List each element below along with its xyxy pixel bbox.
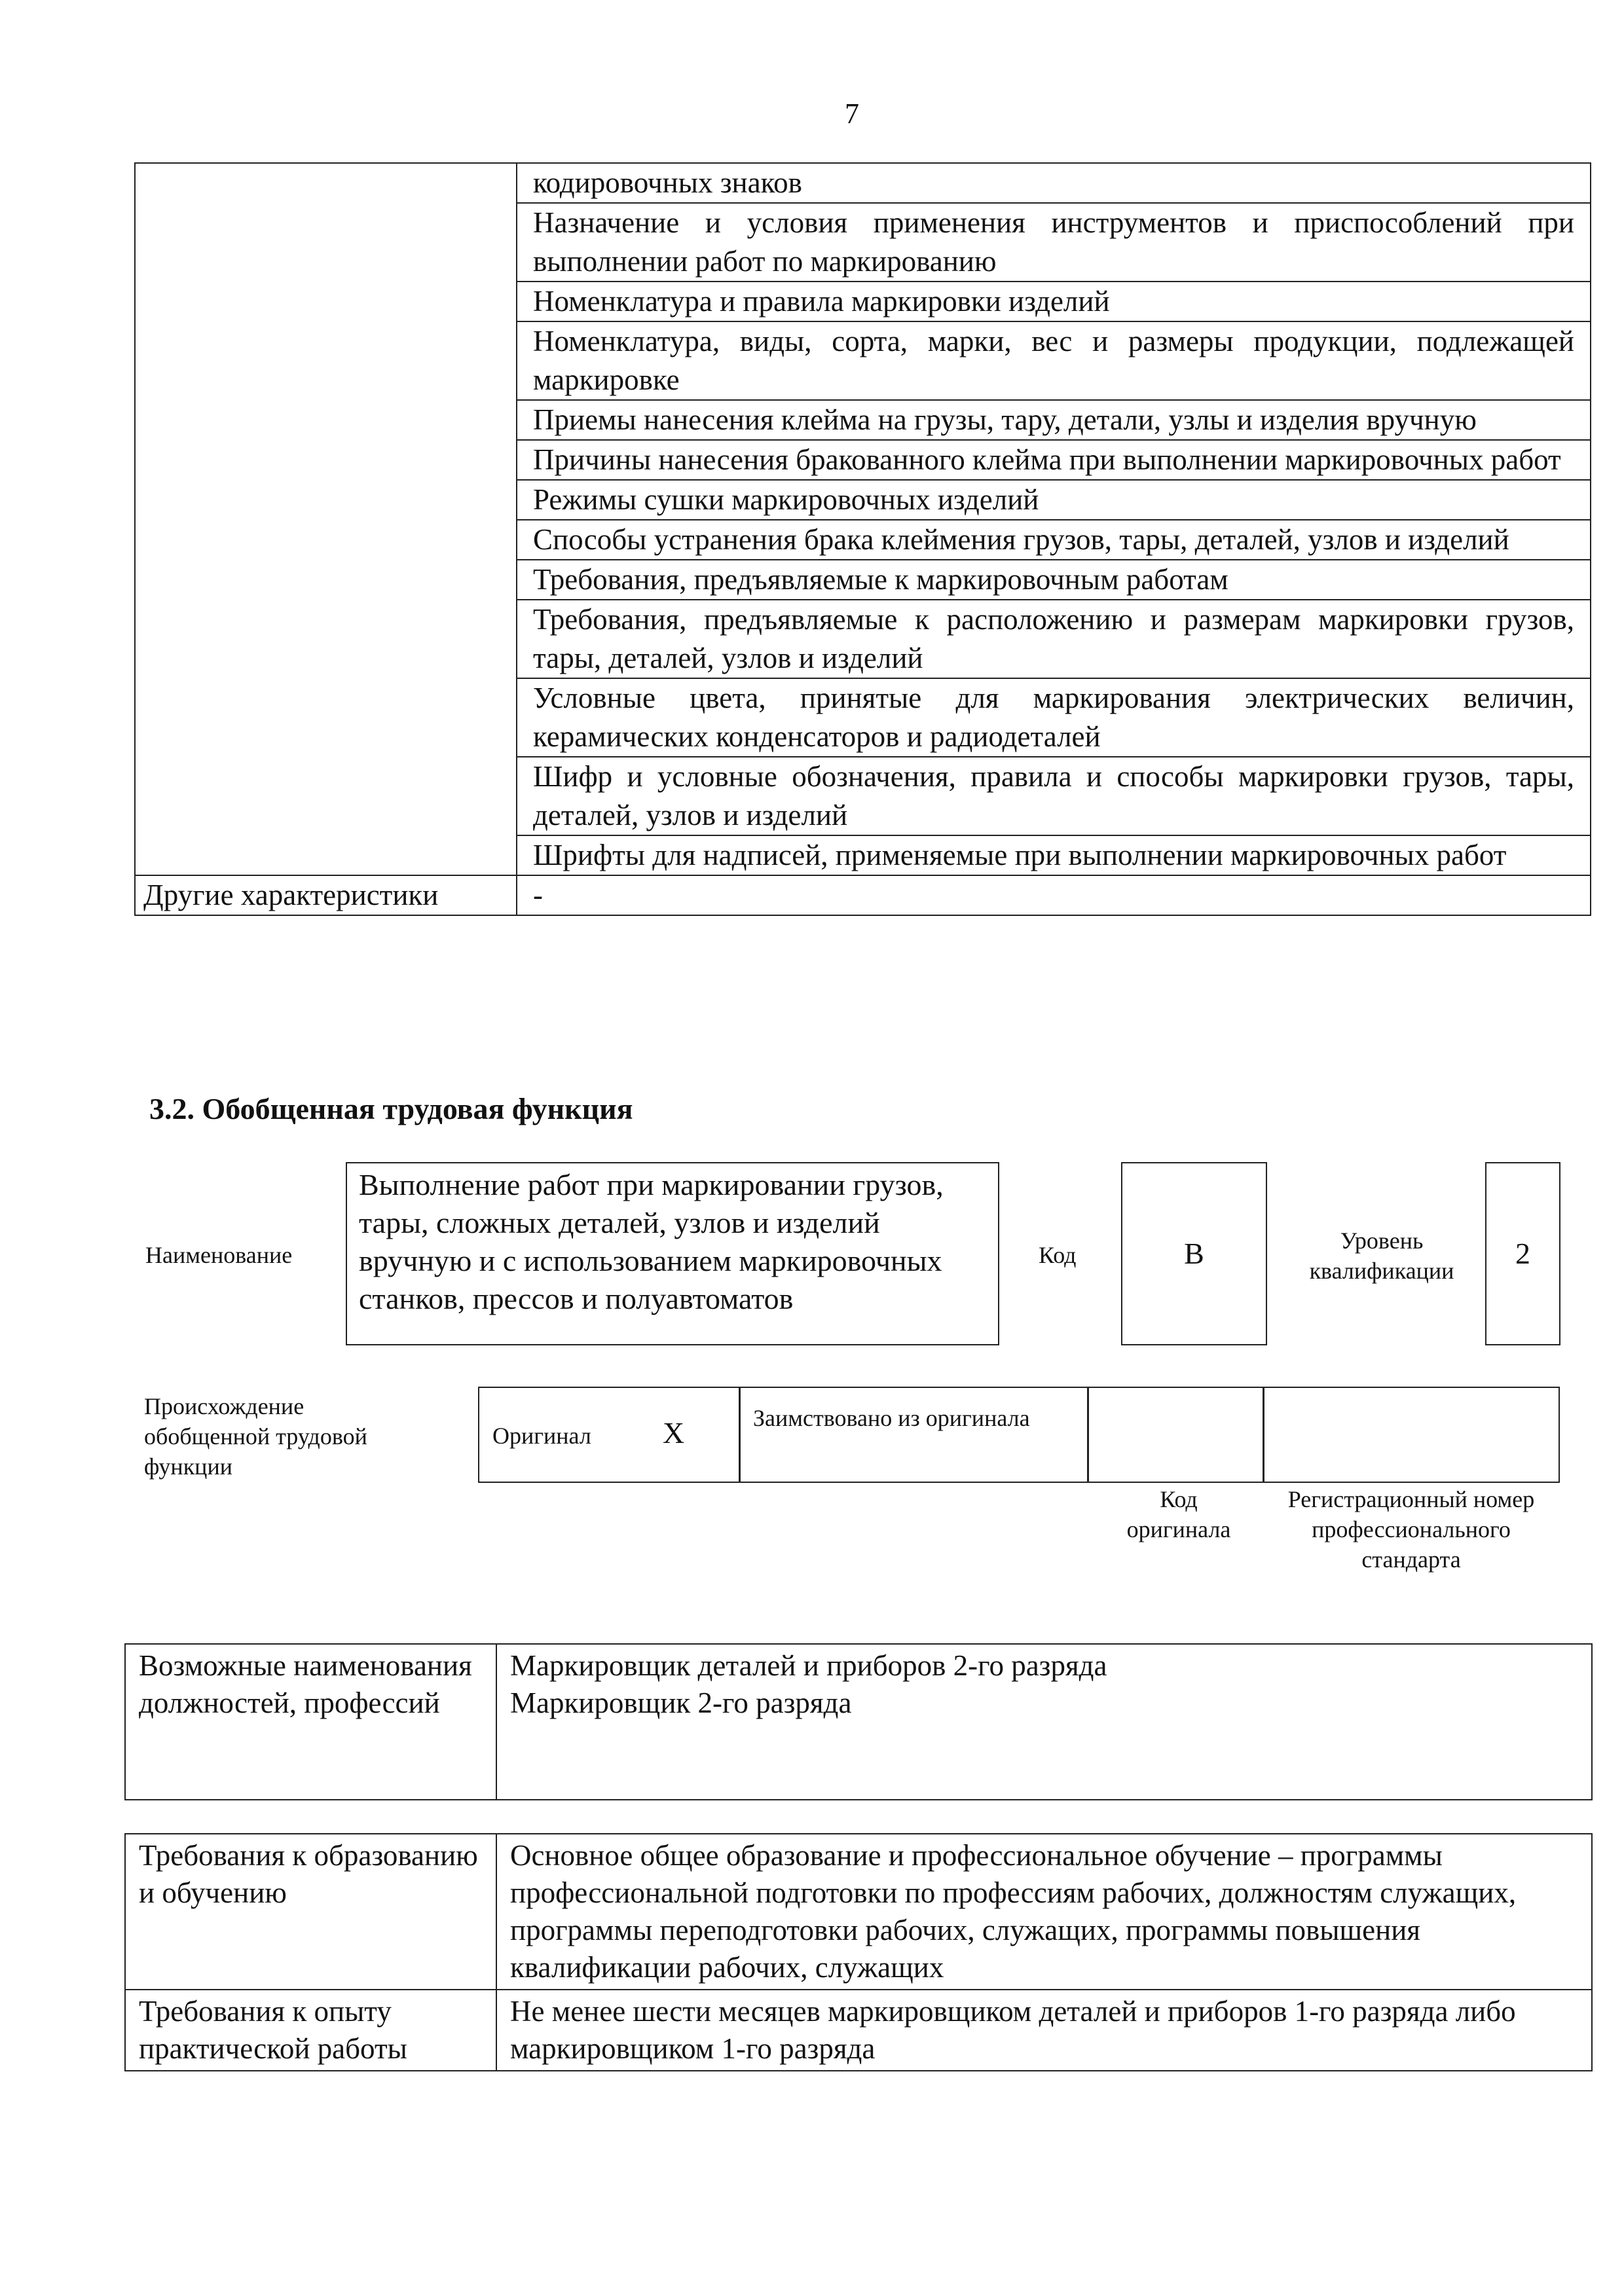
knowledge-item: Требования, предъявляемые к маркировочным работам — [517, 560, 1591, 600]
table-row — [135, 875, 1591, 915]
other-characteristics-label: Другие характеристики — [135, 875, 517, 915]
original-mark: X — [663, 1416, 685, 1449]
other-characteristics-value: - — [517, 875, 1591, 915]
qualification-level-label: Уровень квалификации — [1309, 1228, 1454, 1284]
knowledge-item: Номенклатура и правила маркировки изделий — [517, 282, 1591, 321]
table-row — [125, 1990, 1592, 2071]
code-value-box: B — [1121, 1162, 1267, 1345]
divider — [739, 1387, 741, 1483]
code-label: Код — [1039, 1242, 1077, 1268]
knowledge-item: Шрифты для надписей, применяемые при выполнении маркировочных работ — [517, 835, 1591, 875]
registration-number-caption: Регистрационный номер профессионального стандарта — [1287, 1486, 1535, 1573]
table-row — [135, 163, 1591, 203]
original-label: Оригинал — [492, 1423, 591, 1449]
positions-table — [124, 1643, 1593, 1800]
positions-label: Возможные наименования должностей, профессий — [125, 1644, 496, 1800]
knowledge-label-cell — [135, 163, 517, 875]
original-code-caption: Код оригинала — [1126, 1486, 1231, 1542]
knowledge-item: Условные цвета, принятые для маркирования электрических величин, керамических конденсаторов и радиодеталей — [517, 678, 1591, 757]
section-title: 3.2. Обобщенная трудовая функция — [149, 1092, 633, 1125]
position-line: Маркировщик 2-го разряда — [510, 1686, 852, 1719]
borrowed-label: Заимствовано из оригинала — [753, 1405, 1030, 1431]
requirements-table — [124, 1833, 1593, 2071]
position-line: Маркировщик деталей и приборов 2-го разряда — [510, 1649, 1107, 1682]
origin-label: Происхождение обобщенной трудовой функции — [144, 1393, 367, 1480]
knowledge-table — [134, 162, 1591, 916]
education-requirements-label: Требования к образованию и обучению — [125, 1834, 496, 1990]
education-requirements-value: Основное общее образование и профессиональное обучение – программы профессиональной подготовки по профессиям рабочих, должностям служащих, программы переподготовки рабочих, служащих, программы повышения квалификации рабочих, служащих — [496, 1834, 1592, 1990]
knowledge-item: Приемы нанесения клейма на грузы, тару, детали, узлы и изделия вручную — [517, 400, 1591, 440]
knowledge-item: Шифр и условные обозначения, правила и способы маркировки грузов, тары, деталей, узлов и изделий — [517, 757, 1591, 835]
knowledge-item: кодировочных знаков — [517, 163, 1591, 203]
origin-table — [478, 1387, 1560, 1483]
qualification-level-value: 2 — [1485, 1162, 1560, 1345]
table-row — [125, 1644, 1592, 1800]
positions-value — [496, 1644, 1592, 1800]
name-label: Наименование — [145, 1242, 293, 1268]
knowledge-item: Способы устранения брака клеймения грузов, тары, деталей, узлов и изделий — [517, 520, 1591, 560]
knowledge-item: Причины нанесения бракованного клейма при выполнении маркировочных работ — [517, 440, 1591, 480]
knowledge-item: Номенклатура, виды, сорта, марки, вес и размеры продукции, подлежащей маркировке — [517, 321, 1591, 400]
function-name-box: Выполнение работ при маркировании грузов, тары, сложных деталей, узлов и изделий вручную и с использованием маркировочных станков, прессов и полуавтоматов — [346, 1162, 999, 1345]
knowledge-item: Назначение и условия применения инструментов и приспособлений при выполнении работ по маркированию — [517, 203, 1591, 282]
divider — [1087, 1387, 1089, 1483]
knowledge-item: Режимы сушки маркировочных изделий — [517, 480, 1591, 520]
table-row — [125, 1834, 1592, 1990]
experience-requirements-value: Не менее шести месяцев маркировщиком деталей и приборов 1-го разряда либо маркировщиком 1-го разряда — [496, 1990, 1592, 2071]
experience-requirements-label: Требования к опыту практической работы — [125, 1990, 496, 2071]
knowledge-item: Требования, предъявляемые к расположению и размерам маркировки грузов, тары, деталей, узлов и изделий — [517, 600, 1591, 678]
page-number: 7 — [845, 98, 859, 130]
divider — [1263, 1387, 1264, 1483]
